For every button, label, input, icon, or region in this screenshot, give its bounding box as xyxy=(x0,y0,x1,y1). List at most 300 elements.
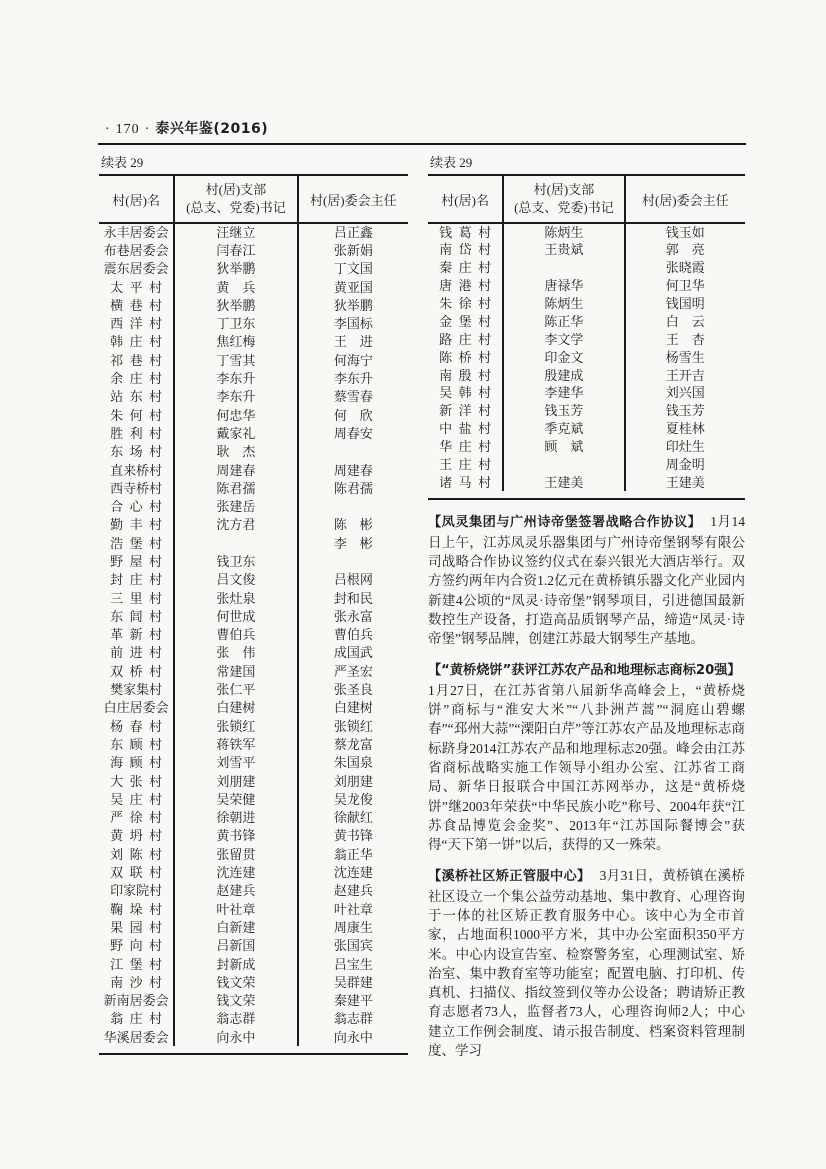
village-name-cell xyxy=(428,402,503,420)
village-name: 黄坍村 xyxy=(110,828,163,844)
village-name: 吴韩村 xyxy=(439,385,492,401)
article-body: 1月14日上午，江苏凤灵乐器集团与广州诗帝堡钢琴有限公司战略合作协议签约仪式在泰兴银光大酒店举行。双方签约两年内合资1.2亿元在黄桥镇乐器文化产业园内新建4公顷的“凤灵·诗帝堡”钢琴项目，引进德国最新数控生产设备，打造高品质钢琴产品，缔造“凤灵·诗帝堡”钢琴品牌，创建江苏最大钢琴生产基地。 xyxy=(428,514,746,647)
secretary-cell xyxy=(174,882,297,900)
table-row xyxy=(99,827,408,845)
village-name-cell xyxy=(428,366,503,384)
person-name: 何世成 xyxy=(216,608,256,624)
village-name-cell xyxy=(428,438,503,456)
village-name-cell xyxy=(99,552,174,570)
village-name-cell xyxy=(99,497,174,515)
director-cell xyxy=(298,296,408,314)
village-name: 南岱村 xyxy=(439,242,492,258)
person-name: 赵建兵 xyxy=(333,883,373,899)
director-cell xyxy=(298,772,408,790)
secretary-cell xyxy=(174,955,297,973)
table-row xyxy=(99,278,408,296)
person-name: 黄兵 xyxy=(216,279,256,295)
village-name-cell xyxy=(99,406,174,424)
director-cell xyxy=(625,348,745,366)
table-row xyxy=(99,406,408,424)
village-name-cell xyxy=(99,314,174,332)
person-name: 张晓霞 xyxy=(665,260,705,276)
village-name-cell xyxy=(99,918,174,936)
village-name: 布巷居委会 xyxy=(103,242,169,258)
person-name: 蔡雪春 xyxy=(333,389,373,405)
person-name: 翁志群 xyxy=(216,1011,256,1027)
table-caption-left: 续表 29 xyxy=(101,155,144,170)
village-name: 果园村 xyxy=(110,919,163,935)
village-name: 华溪居委会 xyxy=(103,1029,169,1045)
person-name: 丁文国 xyxy=(333,261,373,277)
article-fengling-agreement xyxy=(428,512,745,648)
article-title: 【“黄桥烧饼”获评江苏农产品和地理标志商标20强】 xyxy=(428,663,741,679)
person-name: 王贵斌 xyxy=(544,242,584,258)
table-row xyxy=(99,351,408,369)
director-cell xyxy=(298,644,408,662)
secretary-cell xyxy=(174,479,297,497)
person-name: 李东升 xyxy=(333,371,373,387)
director-cell xyxy=(625,330,745,348)
table-header-row xyxy=(428,175,745,223)
village-name: 印家院村 xyxy=(110,883,163,899)
person-name: 李国标 xyxy=(333,316,373,332)
table-row xyxy=(428,420,745,438)
village-name: 东顾村 xyxy=(110,736,163,752)
village-name-cell xyxy=(99,223,174,241)
secretary-cell xyxy=(174,552,297,570)
secretary-cell xyxy=(174,223,297,241)
director-cell xyxy=(298,333,408,351)
village-name-cell xyxy=(428,259,503,277)
person-name: 周建春 xyxy=(216,462,256,478)
village-name: 革新村 xyxy=(110,627,163,643)
person-name: 吕新国 xyxy=(216,938,256,954)
table-row xyxy=(428,295,745,313)
table-row xyxy=(99,424,408,442)
director-cell xyxy=(298,534,408,552)
secretary-cell xyxy=(174,443,297,461)
person-name: 周康生 xyxy=(333,919,373,935)
director-cell xyxy=(298,1010,408,1028)
person-name: 张锁红 xyxy=(216,718,256,734)
secretary-cell xyxy=(174,351,297,369)
person-name: 朱国泉 xyxy=(333,755,373,771)
village-name: 樊家集村 xyxy=(110,682,163,698)
village-name: 合心村 xyxy=(110,499,163,515)
table-row xyxy=(99,717,408,735)
village-name-cell xyxy=(428,241,503,259)
village-name: 朱何村 xyxy=(110,407,163,423)
person-name: 周春安 xyxy=(333,425,373,441)
secretary-cell xyxy=(174,735,297,753)
village-name: 双联村 xyxy=(110,865,163,881)
person-name: 常建国 xyxy=(216,663,256,679)
director-cell xyxy=(298,626,408,644)
table-row xyxy=(99,955,408,973)
article-xiqiao-correction-center xyxy=(428,866,745,1060)
secretary-cell xyxy=(174,680,297,698)
right-column xyxy=(428,152,745,1060)
director-cell xyxy=(298,443,408,461)
village-name: 白庄居委会 xyxy=(103,700,169,716)
person-name: 张锁红 xyxy=(333,718,373,734)
person-name: 张灶泉 xyxy=(216,590,256,606)
person-name: 李东升 xyxy=(216,371,256,387)
person-name: 何欣 xyxy=(333,407,373,423)
secretary-cell xyxy=(174,809,297,827)
secretary-cell xyxy=(174,607,297,625)
person-name: 刘朋建 xyxy=(333,773,373,789)
person-name: 蒋铁军 xyxy=(216,736,256,752)
secretary-cell xyxy=(174,827,297,845)
village-name: 封庄村 xyxy=(110,572,163,588)
secretary-cell xyxy=(503,384,624,402)
secretary-cell xyxy=(174,497,297,515)
village-name: 直来桥村 xyxy=(110,462,163,478)
village-name-cell xyxy=(99,626,174,644)
secretary-cell xyxy=(503,295,624,313)
person-name: 张仁平 xyxy=(216,682,256,698)
director-cell xyxy=(625,456,745,474)
village-name-cell xyxy=(99,662,174,680)
person-name: 吕文俊 xyxy=(216,572,256,588)
village-name-cell xyxy=(99,516,174,534)
director-cell xyxy=(298,571,408,589)
table-row xyxy=(99,534,408,552)
table-row xyxy=(99,552,408,570)
table-row xyxy=(99,973,408,991)
village-name-cell xyxy=(99,589,174,607)
secretary-cell xyxy=(503,348,624,366)
secretary-cell xyxy=(503,259,624,277)
secretary-cell xyxy=(503,312,624,330)
village-name-header: 村(居)名 xyxy=(441,192,489,208)
person-name: 曹伯兵 xyxy=(216,627,256,643)
village-name-cell xyxy=(428,223,503,241)
director-cell xyxy=(298,754,408,772)
secretary-cell xyxy=(174,991,297,1009)
village-name-cell xyxy=(428,312,503,330)
person-name: 向永中 xyxy=(333,1029,373,1045)
table-row xyxy=(99,388,408,406)
director-cell xyxy=(625,241,745,259)
secretary-cell xyxy=(174,644,297,662)
left-column xyxy=(99,152,408,1055)
secretary-cell xyxy=(174,314,297,332)
secretary-cell xyxy=(174,918,297,936)
person-name: 白建树 xyxy=(333,700,373,716)
secretary-cell xyxy=(174,406,297,424)
secretary-cell xyxy=(174,1010,297,1028)
secretary-cell xyxy=(503,473,624,491)
village-name-cell xyxy=(428,420,503,438)
secretary-cell xyxy=(174,333,297,351)
director-cell xyxy=(298,845,408,863)
director-cell xyxy=(298,497,408,515)
person-name: 沈连建 xyxy=(333,865,373,881)
person-name: 曹伯兵 xyxy=(333,627,373,643)
article-title: 【溪桥社区矫正管服中心】 xyxy=(428,869,591,885)
article-title: 【凤灵集团与广州诗帝堡签署战略合作协议】 xyxy=(428,515,702,531)
director-cell xyxy=(625,295,745,313)
person-name: 印金文 xyxy=(544,349,584,365)
village-name: 鞠垛村 xyxy=(110,901,163,917)
table-row xyxy=(428,348,745,366)
director-cell xyxy=(298,827,408,845)
director-cell xyxy=(298,351,408,369)
director-cell xyxy=(298,479,408,497)
person-name: 何卫华 xyxy=(665,278,705,294)
village-name-cell xyxy=(99,461,174,479)
person-name: 叶社章 xyxy=(333,901,373,917)
table-row xyxy=(99,680,408,698)
table-row xyxy=(99,772,408,790)
secretary-cell xyxy=(174,754,297,772)
person-name: 沈连建 xyxy=(216,865,256,881)
village-name: 永丰居委会 xyxy=(103,225,169,241)
table-row xyxy=(99,900,408,918)
village-name-cell xyxy=(428,277,503,295)
table-row xyxy=(428,438,745,456)
book-title: 泰兴年鉴(2016) xyxy=(155,121,269,137)
village-name-cell xyxy=(99,260,174,278)
page-header xyxy=(100,118,746,138)
secretary-cell xyxy=(174,260,297,278)
page-number: 170 xyxy=(115,122,140,137)
person-name: 郭亮 xyxy=(665,242,705,258)
village-name: 杨春村 xyxy=(110,718,163,734)
table-row xyxy=(99,314,408,332)
table-row xyxy=(99,607,408,625)
director-cell xyxy=(298,589,408,607)
village-name: 横巷村 xyxy=(110,297,163,313)
person-name: 李彬 xyxy=(333,535,373,551)
secretary-cell xyxy=(174,790,297,808)
secretary-cell xyxy=(174,369,297,387)
person-name: 张伟 xyxy=(216,645,256,661)
director-header: 村(居)委会主任 xyxy=(298,175,408,223)
village-name: 秦庄村 xyxy=(439,260,492,276)
village-name-cell xyxy=(99,1028,174,1046)
director-cell xyxy=(298,790,408,808)
person-name: 王建美 xyxy=(665,474,705,490)
secretary-cell xyxy=(503,330,624,348)
person-name: 成国武 xyxy=(333,645,373,661)
village-name: 震东居委会 xyxy=(103,261,169,277)
director-cell xyxy=(298,607,408,625)
person-name: 钱国明 xyxy=(665,296,705,311)
village-name-cell xyxy=(99,937,174,955)
director-cell xyxy=(298,388,408,406)
village-name: 东场村 xyxy=(110,444,163,460)
village-name-cell xyxy=(99,900,174,918)
person-name: 闫春江 xyxy=(216,242,256,258)
table-row xyxy=(428,456,745,474)
person-name: 钱玉如 xyxy=(665,224,705,240)
village-name-cell xyxy=(428,473,503,491)
village-name: 野屋村 xyxy=(110,553,163,569)
table-row xyxy=(99,991,408,1009)
table-row xyxy=(99,754,408,772)
secretary-cell xyxy=(174,900,297,918)
village-name: 翁庄村 xyxy=(110,1011,163,1027)
person-name: 季克斌 xyxy=(544,421,584,437)
village-table-right xyxy=(428,174,745,500)
person-name: 刘朋建 xyxy=(216,773,256,789)
table-row xyxy=(428,312,745,330)
person-name: 吕宝生 xyxy=(333,956,373,972)
table-row xyxy=(99,223,408,241)
table-row xyxy=(99,296,408,314)
person-name: 白云 xyxy=(665,313,705,329)
village-name: 新南居委会 xyxy=(103,993,169,1009)
director-cell xyxy=(625,259,745,277)
person-name: 周金明 xyxy=(665,457,705,473)
village-name: 东闾村 xyxy=(110,608,163,624)
village-name-header: 村(居)名 xyxy=(112,192,160,208)
director-cell xyxy=(625,420,745,438)
village-name-cell xyxy=(99,644,174,662)
table-row xyxy=(99,260,408,278)
secretary-header: 村(居)支部 (总支、党委)书记 xyxy=(503,175,624,223)
secretary-cell xyxy=(503,241,624,259)
village-name: 韩庄村 xyxy=(110,334,163,350)
village-name: 路庄村 xyxy=(439,331,492,347)
person-name: 黄书锋 xyxy=(333,828,373,844)
village-name-cell xyxy=(99,680,174,698)
director-cell xyxy=(298,973,408,991)
secretary-cell xyxy=(174,626,297,644)
table-row xyxy=(428,241,745,259)
village-name-cell xyxy=(99,296,174,314)
director-cell xyxy=(298,900,408,918)
director-cell xyxy=(298,918,408,936)
village-name: 胜利村 xyxy=(110,425,163,441)
village-name: 前进村 xyxy=(110,645,163,661)
village-name-cell xyxy=(99,863,174,881)
person-name: 叶社章 xyxy=(216,901,256,917)
person-name: 吕根网 xyxy=(333,572,373,588)
person-name: 张留贯 xyxy=(216,846,256,862)
director-cell xyxy=(298,424,408,442)
village-name: 站东村 xyxy=(110,389,163,405)
director-cell xyxy=(298,717,408,735)
village-name: 王庄村 xyxy=(439,457,492,473)
village-name-cell xyxy=(428,295,503,313)
secretary-cell xyxy=(174,241,297,259)
village-name-cell xyxy=(99,882,174,900)
village-name-cell xyxy=(428,384,503,402)
director-cell xyxy=(298,516,408,534)
director-cell xyxy=(298,662,408,680)
village-name-cell xyxy=(99,754,174,772)
person-name: 钱玉芳 xyxy=(665,403,705,419)
person-name: 戴家礼 xyxy=(216,425,256,441)
village-name-cell xyxy=(428,456,503,474)
village-name-cell xyxy=(99,699,174,717)
person-name: 钱玉芳 xyxy=(544,403,584,419)
person-name: 陈炳生 xyxy=(544,296,584,311)
director-cell xyxy=(625,312,745,330)
person-name: 焦红梅 xyxy=(216,334,256,350)
person-name: 吴龙俊 xyxy=(333,791,373,807)
director-cell xyxy=(298,809,408,827)
table-row xyxy=(99,626,408,644)
person-name: 钱文荣 xyxy=(216,974,256,990)
director-cell xyxy=(625,277,745,295)
village-name: 野向村 xyxy=(110,938,163,954)
person-name: 秦建平 xyxy=(333,993,373,1009)
village-name-cell xyxy=(99,735,174,753)
person-name: 向永中 xyxy=(216,1029,256,1045)
secretary-cell xyxy=(174,589,297,607)
director-cell xyxy=(625,223,745,241)
table-row xyxy=(99,1010,408,1028)
person-name: 王进 xyxy=(333,334,373,350)
person-name: 陈炳生 xyxy=(544,224,584,240)
village-name-cell xyxy=(99,424,174,442)
director-cell xyxy=(298,223,408,241)
village-name-cell xyxy=(99,772,174,790)
person-name: 夏桂林 xyxy=(665,421,705,437)
article-body: 1月27日，在江苏省第八届新华高峰会上，“黄桥烧饼”商标与“淮安大米”“八卦洲芦蒿”“洞庭山碧螺春”“邳州大蒜”“溧阳白芹”等江苏农产品及地理标志商标跻身2014江苏农产品和地理标志20强。峰会由江苏省商标战略实施工作领导小组办公室、江苏省工商局、新华日报联合中国江苏网举办，这是“黄桥烧饼”继2003年荣获“中华民族小吃”称号、2004年获“江苏食品博览会金奖”、2013年“江苏国际餐博会”获得“天下第一饼”以后，获得的又一殊荣。 xyxy=(428,682,745,853)
person-name: 黄亚国 xyxy=(333,279,373,295)
table-row xyxy=(99,790,408,808)
director-cell xyxy=(298,278,408,296)
director-cell xyxy=(298,735,408,753)
table-row xyxy=(428,384,745,402)
village-name-cell xyxy=(99,809,174,827)
village-name: 严徐村 xyxy=(110,810,163,826)
village-name: 华庄村 xyxy=(439,439,492,455)
director-cell xyxy=(298,406,408,424)
person-name: 狄举鹏 xyxy=(216,261,256,277)
village-name-cell xyxy=(428,348,503,366)
person-name: 钱卫东 xyxy=(216,553,256,569)
person-name: 陈彬 xyxy=(333,517,373,533)
village-name-cell xyxy=(99,607,174,625)
article-body: 3月31日，黄桥镇在溪桥社区设立一个集公益劳动基地、集中教育、心理咨询于一体的社区矫正教育服务中心。该中心为全市首家，占地面积1000平方米，其中办公室面积350平方米。中心内设宣告室、检察警务室，心理测试室、矫治室、集中教育室等功能室；配置电脑、打印机、传真机、扫描仪、指纹签到仪等办公设备；聘请矫正教育志愿者73人，监督者73人，心理咨询师2人；中心建立工作例会制度、请示报告制度、档案资料管理制度、学习 xyxy=(428,868,746,1059)
table-row xyxy=(99,662,408,680)
director-cell xyxy=(298,699,408,717)
person-name: 何海宁 xyxy=(333,352,373,368)
article-huangqiao-shaobing xyxy=(428,660,745,854)
table-row xyxy=(99,479,408,497)
secretary-cell xyxy=(503,402,624,420)
village-name: 太平村 xyxy=(110,279,163,295)
director-cell xyxy=(625,473,745,491)
secretary-cell xyxy=(174,699,297,717)
village-name: 钱葛村 xyxy=(439,224,492,240)
director-cell xyxy=(298,260,408,278)
table-row xyxy=(99,589,408,607)
village-name: 大张村 xyxy=(110,773,163,789)
village-name: 余庄村 xyxy=(110,371,163,387)
table-caption-right: 续表 29 xyxy=(430,155,473,170)
table-row xyxy=(99,863,408,881)
director-header: 村(居)委会主任 xyxy=(625,175,745,223)
secretary-cell xyxy=(174,516,297,534)
table-row xyxy=(99,735,408,753)
director-cell xyxy=(298,241,408,259)
village-name-cell xyxy=(99,973,174,991)
secretary-cell xyxy=(174,1028,297,1046)
director-cell xyxy=(298,552,408,570)
village-name-cell xyxy=(99,278,174,296)
person-name: 陈君孺 xyxy=(333,480,373,496)
village-name-cell xyxy=(428,330,503,348)
person-name: 张圣良 xyxy=(333,682,373,698)
